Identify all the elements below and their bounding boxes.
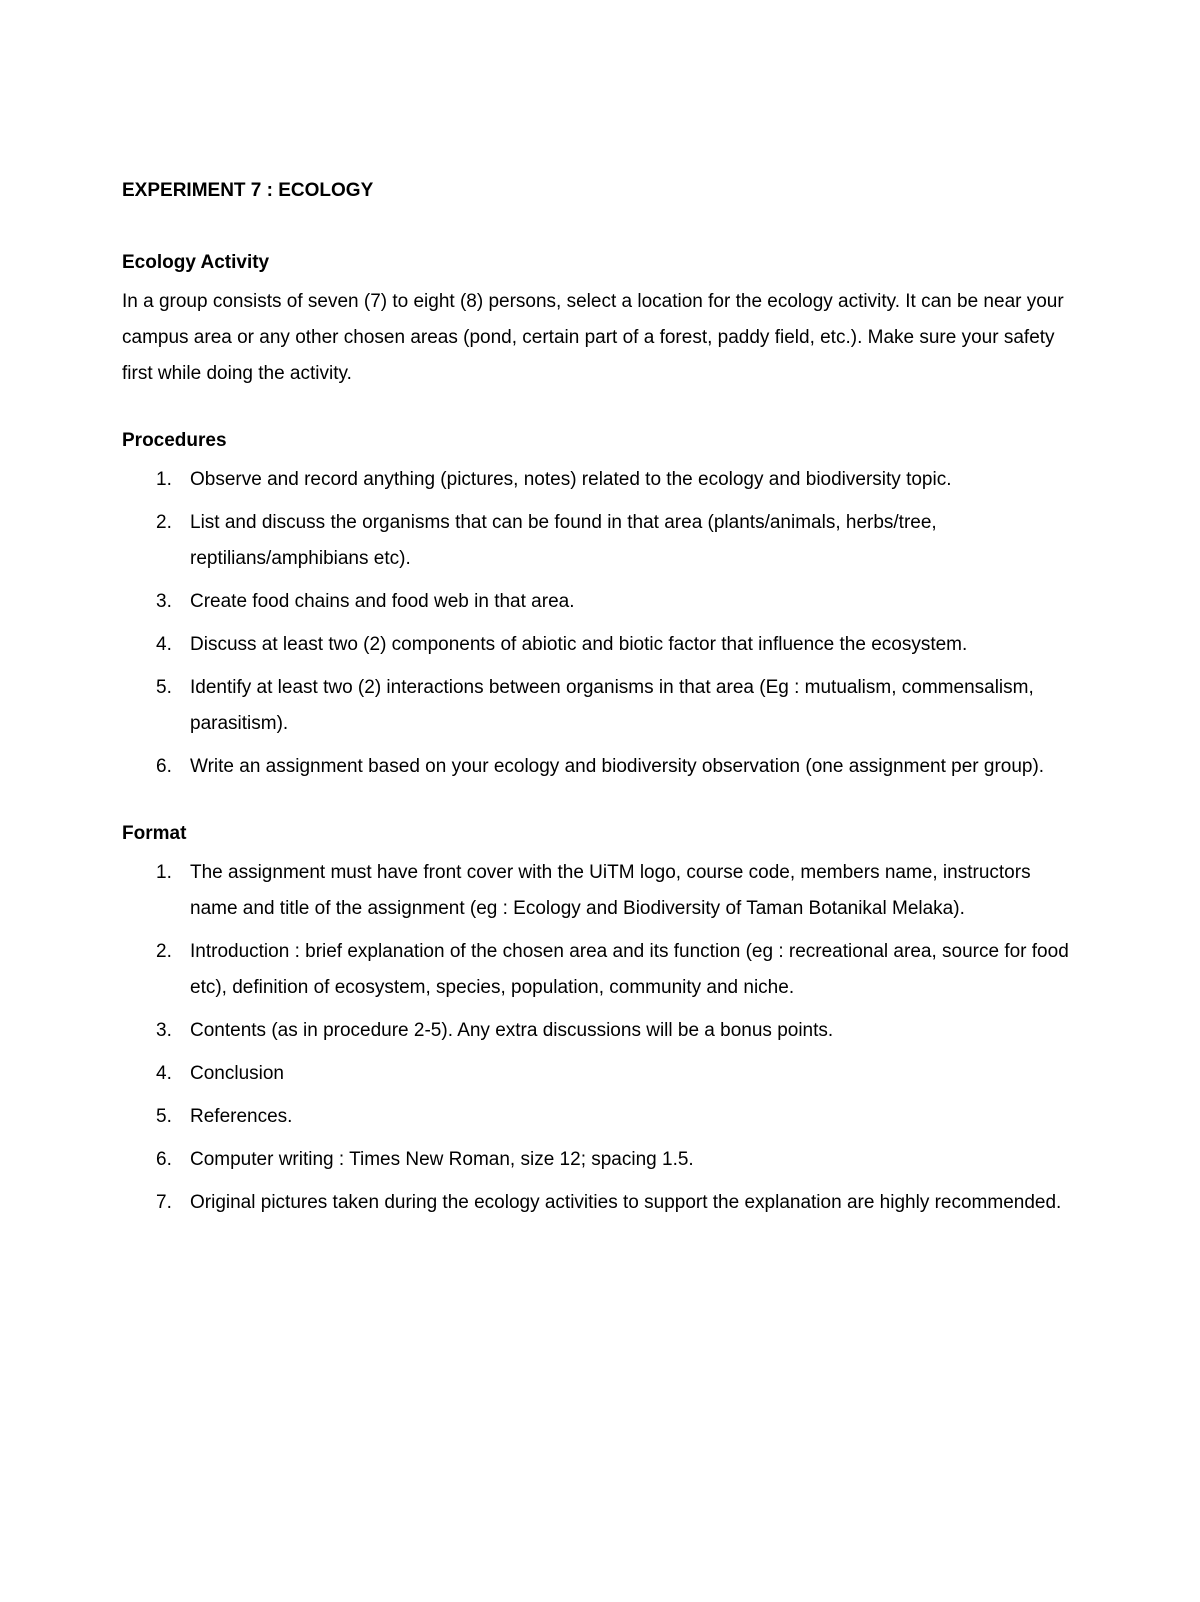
format-item-6 — [122, 1142, 1080, 1178]
format-text: Contents (as in procedure 2-5). Any extra discussions will be a bonus points. — [190, 1020, 834, 1041]
format-text: The assignment must have front cover with the UiTM logo, course code, members name, instructors name and title of the assignment (eg : Ecology and Biodiversity of Taman Botanikal Melaka). — [190, 862, 1031, 919]
procedure-number: 5. — [156, 677, 172, 698]
format-item-5 — [122, 1099, 1080, 1135]
format-text: Conclusion — [190, 1063, 284, 1084]
format-list — [122, 855, 1080, 1221]
format-item-2 — [122, 934, 1080, 1006]
format-text: References. — [190, 1106, 293, 1127]
procedure-item-1 — [122, 462, 1080, 498]
procedures-section — [122, 428, 1080, 785]
format-number: 2. — [156, 941, 172, 962]
format-section — [122, 821, 1080, 1221]
procedure-item-6 — [122, 749, 1080, 785]
procedure-item-3 — [122, 584, 1080, 620]
format-item-1 — [122, 855, 1080, 927]
procedure-number: 3. — [156, 591, 172, 612]
ecology-activity-heading: Ecology Activity — [122, 252, 270, 273]
format-number: 7. — [156, 1192, 172, 1213]
ecology-activity-paragraph: In a group consists of seven (7) to eight (8) persons, select a location for the ecology activity. It can be near your campus area or any other chosen areas (pond, certain part of a forest, paddy field, etc.). Make sure your safety first while doing the activity. — [122, 291, 1064, 384]
procedure-number: 6. — [156, 756, 172, 777]
format-text: Original pictures taken during the ecology activities to support the explanation are highly recommended. — [190, 1192, 1062, 1213]
procedure-text: Observe and record anything (pictures, notes) related to the ecology and biodiversity topic. — [190, 469, 952, 490]
procedure-text: List and discuss the organisms that can be found in that area (plants/animals, herbs/tree, reptilians/amphibians etc). — [190, 512, 937, 569]
format-item-4 — [122, 1056, 1080, 1092]
format-item-3 — [122, 1013, 1080, 1049]
format-item-7 — [122, 1185, 1080, 1221]
procedure-item-5 — [122, 670, 1080, 742]
procedure-text: Write an assignment based on your ecology and biodiversity observation (one assignment per group). — [190, 756, 1045, 777]
procedure-text: Identify at least two (2) interactions between organisms in that area (Eg : mutualism, commensalism, parasitism). — [190, 677, 1034, 734]
format-heading: Format — [122, 823, 187, 844]
format-number: 5. — [156, 1106, 172, 1127]
document-title: EXPERIMENT 7 : ECOLOGY — [122, 180, 374, 201]
procedure-item-4 — [122, 627, 1080, 663]
procedures-heading: Procedures — [122, 430, 227, 451]
format-number: 1. — [156, 862, 172, 883]
format-number: 4. — [156, 1063, 172, 1084]
ecology-activity-section — [122, 250, 1080, 392]
procedures-list — [122, 462, 1080, 785]
format-number: 6. — [156, 1149, 172, 1170]
procedure-number: 4. — [156, 634, 172, 655]
procedure-number: 2. — [156, 512, 172, 533]
format-text: Introduction : brief explanation of the chosen area and its function (eg : recreational area, source for food etc), definition of ecosystem, species, population, community and niche. — [190, 941, 1069, 998]
procedure-item-2 — [122, 505, 1080, 577]
format-text: Computer writing : Times New Roman, size 12; spacing 1.5. — [190, 1149, 694, 1170]
procedure-number: 1. — [156, 469, 172, 490]
procedure-text: Create food chains and food web in that area. — [190, 591, 575, 612]
format-number: 3. — [156, 1020, 172, 1041]
procedure-text: Discuss at least two (2) components of abiotic and biotic factor that influence the ecosystem. — [190, 634, 968, 655]
